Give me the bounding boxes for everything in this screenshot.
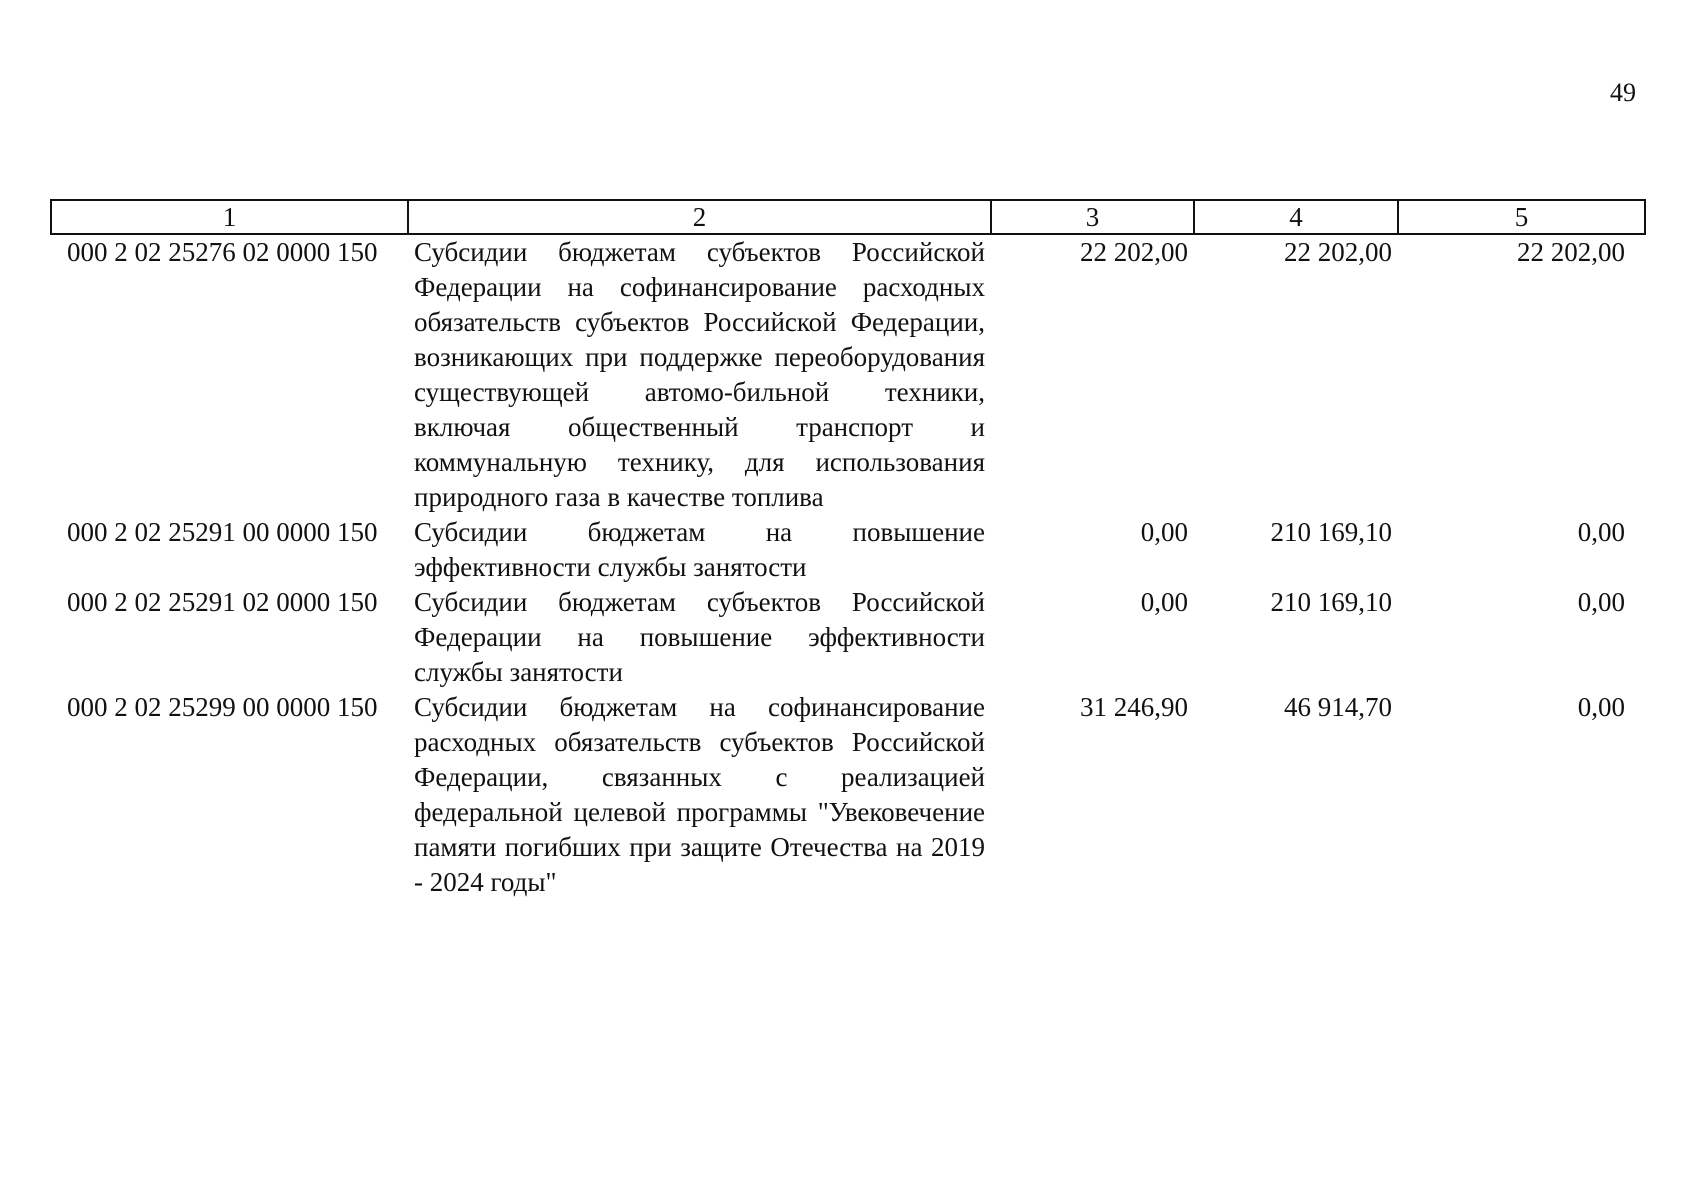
amount-col5: 22 202,00 <box>1517 237 1625 267</box>
budget-table <box>50 199 1646 900</box>
table-row <box>51 234 1645 515</box>
budget-code: 000 2 02 25291 00 0000 150 <box>67 517 378 547</box>
column-header-2: 2 <box>408 200 991 234</box>
header-row <box>51 200 1645 234</box>
column-header-5: 5 <box>1398 200 1645 234</box>
description: Субсидии бюджетам на повышение эффективности службы занятости <box>414 517 985 582</box>
amount-col4: 46 914,70 <box>1284 692 1392 722</box>
amount-col3: 22 202,00 <box>1080 237 1188 267</box>
column-header-1: 1 <box>51 200 408 234</box>
description: Субсидии бюджетам на софинансирование расходных обязательств субъектов Российской Федерации, связанных с реализацией федеральной целевой программы "Увековечение памяти погибших при защите Отечества на 2019 - 2024 годы" <box>414 692 985 897</box>
table-header <box>51 200 1645 234</box>
table-body <box>51 234 1645 900</box>
column-header-3: 3 <box>991 200 1194 234</box>
amount-col3: 0,00 <box>1140 587 1188 617</box>
amount-col5: 0,00 <box>1577 517 1625 547</box>
amount-col5: 0,00 <box>1577 692 1625 722</box>
description: Субсидии бюджетам субъектов Российской Федерации на повышение эффективности службы занятости <box>414 587 985 687</box>
amount-col5: 0,00 <box>1577 587 1625 617</box>
budget-code: 000 2 02 25291 02 0000 150 <box>67 587 378 617</box>
amount-col4: 22 202,00 <box>1284 237 1392 267</box>
amount-col3: 31 246,90 <box>1080 692 1188 722</box>
amount-col4: 210 169,10 <box>1270 517 1392 547</box>
description: Субсидии бюджетам субъектов Российской Федерации на софинансирование расходных обязательств субъектов Российской Федерации, возникающих при поддержке переоборудования существующей автомо-бильной техники, включая общественный транспорт и коммунальную технику, для использования природного газа в качестве топлива <box>414 237 985 512</box>
amount-col3: 0,00 <box>1140 517 1188 547</box>
table-row <box>51 585 1645 690</box>
table-row <box>51 515 1645 585</box>
column-header-4: 4 <box>1194 200 1398 234</box>
table-row <box>51 690 1645 900</box>
amount-col4: 210 169,10 <box>1270 587 1392 617</box>
budget-code: 000 2 02 25299 00 0000 150 <box>67 692 378 722</box>
page-number: 49 <box>1610 78 1636 107</box>
budget-code: 000 2 02 25276 02 0000 150 <box>67 237 378 267</box>
